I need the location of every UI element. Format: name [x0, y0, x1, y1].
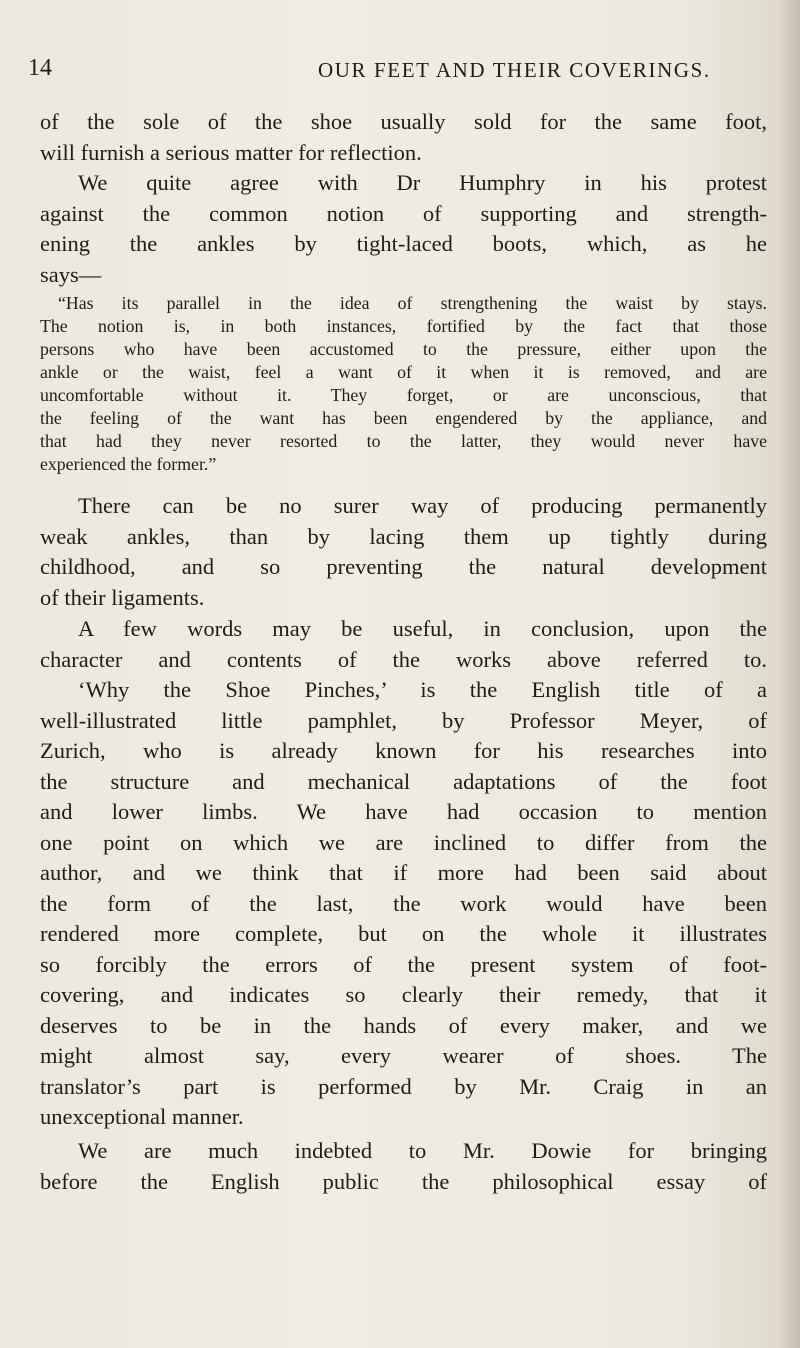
running-title: OUR FEET AND THEIR COVERINGS.: [318, 58, 711, 82]
text-line: might almost say, every wearer of shoes. The: [40, 1043, 767, 1068]
quote-line: uncomfortable without it. They forget, or are unconscious, that: [40, 385, 767, 405]
text-line: rendered more complete, but on the whole it illustrates: [40, 921, 767, 946]
text-line: deserves to be in the hands of every maker, and we: [40, 1012, 767, 1038]
text-line: the form of the last, the work would have been: [40, 890, 767, 916]
text-line: We quite agree with Dr Humphry in his protest: [78, 170, 767, 195]
page-number: 14: [28, 55, 52, 81]
text-line: weak ankles, than by lacing them up tightly during: [40, 523, 767, 549]
paragraph-humphry: [40, 168, 767, 290]
text-line: will furnish a serious matter for reflection.: [40, 139, 422, 165]
text-line: of their ligaments.: [40, 584, 205, 610]
text-line: ening the ankles by tight-laced boots, which, as he: [40, 231, 767, 256]
paragraph-continued: [40, 107, 767, 168]
paragraph-ankles: [40, 491, 767, 613]
quote-line: experienced the former.”: [40, 454, 217, 474]
text-line: A few words may be useful, in conclusion, upon the: [78, 616, 767, 641]
text-line: author, and we think that if more had been said about: [40, 860, 767, 885]
text-line: unexceptional manner.: [40, 1104, 244, 1129]
quote-line: “Has its parallel in the idea of strengthening the waist by stays.: [58, 293, 767, 313]
text-line: character and contents of the works above referred to.: [40, 646, 767, 672]
page-edge-shadow: [778, 0, 800, 1348]
text-line: We are much indebted to Mr. Dowie for bringing: [78, 1138, 767, 1163]
quote-line: ankle or the waist, feel a want of it when it is removed, and are: [40, 362, 767, 382]
text-line: covering, and indicates so clearly their remedy, that it: [40, 982, 767, 1007]
text-line: says—: [40, 261, 102, 287]
text-line: well-illustrated little pamphlet, by Professor Meyer, of: [40, 707, 767, 733]
text-line: of the sole of the shoe usually sold for the same foot,: [40, 109, 767, 134]
quote-line: that had they never resorted to the latter, they would never have: [40, 431, 767, 451]
text-line: before the English public the philosophical essay of: [40, 1168, 767, 1194]
text-line: There can be no surer way of producing permanently: [78, 493, 767, 518]
quote-line: persons who have been accustomed to the pressure, either upon the: [40, 339, 767, 359]
paragraph-works: [40, 614, 767, 1133]
text-line: ‘Why the Shoe Pinches,’ is the English title of a: [78, 677, 767, 702]
text-line: Zurich, who is already known for his researches into: [40, 738, 767, 763]
quote-line: The notion is, in both instances, fortified by the fact that those: [40, 316, 767, 336]
text-line: one point on which we are inclined to differ from the: [40, 829, 767, 855]
text-line: translator’s part is performed by Mr. Craig in an: [40, 1073, 767, 1099]
block-quote: [40, 292, 767, 476]
page-header: [28, 55, 768, 95]
quote-line: the feeling of the want has been engendered by the appliance, and: [40, 408, 767, 428]
paragraph-dowie: [40, 1136, 767, 1197]
text-line: so forcibly the errors of the present system of foot-: [40, 951, 767, 977]
text-line: and lower limbs. We have had occasion to mention: [40, 799, 767, 824]
text-line: the structure and mechanical adaptations of the foot: [40, 768, 767, 794]
text-line: against the common notion of supporting and strength-: [40, 200, 767, 226]
text-line: childhood, and so preventing the natural development: [40, 554, 767, 579]
